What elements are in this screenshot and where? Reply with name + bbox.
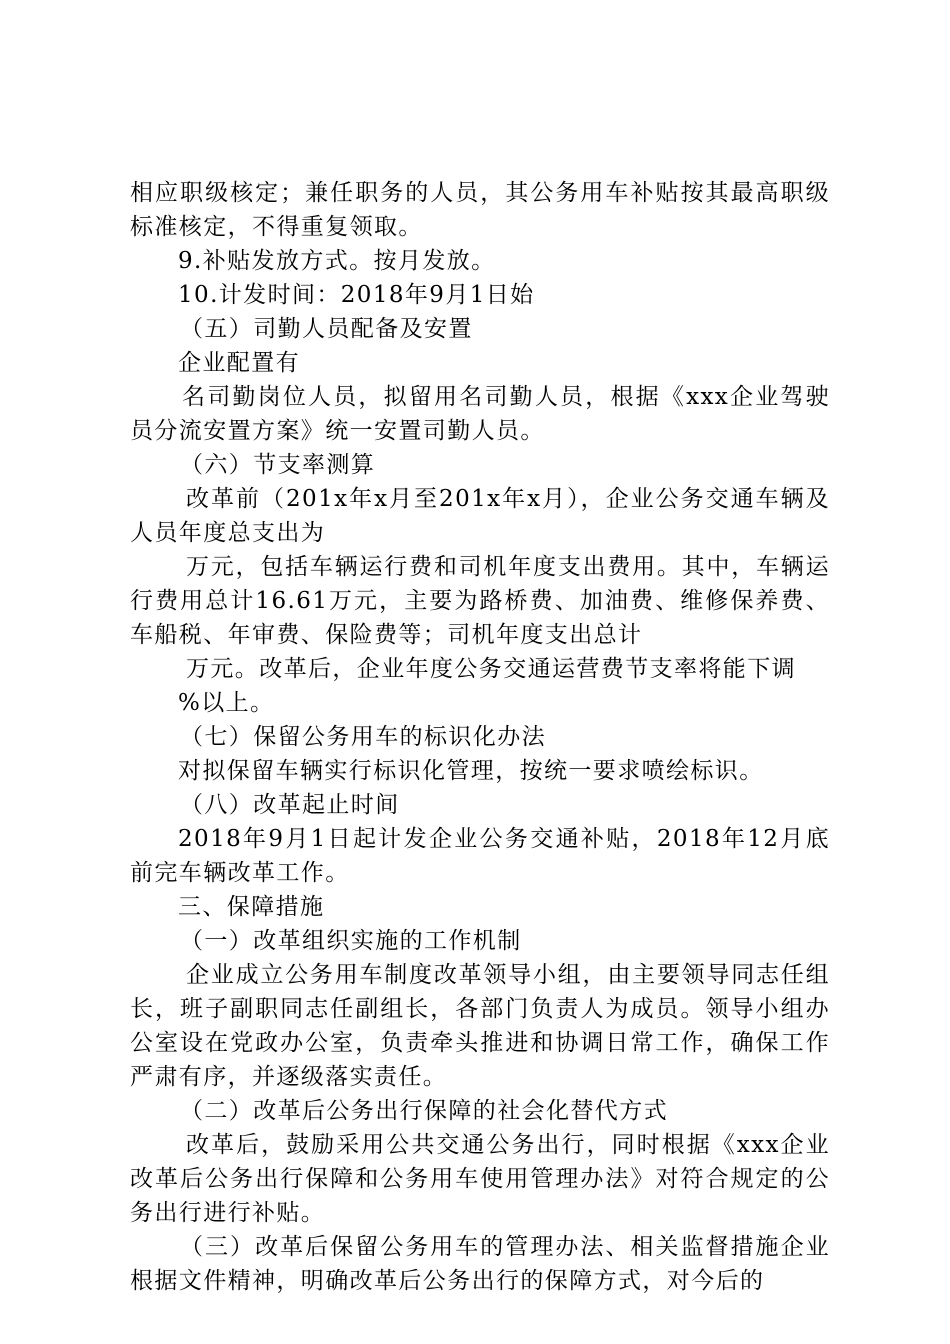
section-heading-7: （七）保留公务用车的标识化办法: [180, 724, 546, 750]
document-body: [130, 176, 830, 1298]
chapter-heading-3: 三、保障措施: [178, 894, 325, 920]
paragraph-15: 2018年9月1日起计发企业公务交通补贴，2018年12月底前完车辆改革工作。: [130, 826, 830, 886]
section-heading-6: （六）节支率测算: [180, 452, 376, 478]
paragraph-1: 相应职级核定；兼任职务的人员，其公务用车补贴按其最高职级标准核定，不得重复领取。: [130, 180, 830, 240]
paragraph-18: 企业成立公务用车制度改革领导小组，由主要领导同志任组长，班子副职同志任副组长，各部门负责人为成员。领导小组办公室设在党政办公室，负责牵头推进和协调日常工作，确保工作严肃有序，并逐级落实责任。: [130, 962, 830, 1090]
paragraph-9: 万元，包括车辆运行费和司机年度支出费用。其中，车辆运行费用总计16.61万元，主要为路桥费、加油费、维修保养费、车船税、年审费、保险费等；司机年度支出总计: [130, 554, 830, 648]
section-heading-8: （八）改革起止时间: [180, 792, 400, 818]
paragraph-2: 9.补贴发放方式。按月发放。: [178, 248, 496, 274]
paragraph-6: 名司勤岗位人员，拟留用名司勤人员，根据《xxx企业驾驶员分流安置方案》统一安置司勤人员。: [130, 384, 830, 444]
section-heading-1: （一）改革组织实施的工作机制: [180, 928, 522, 954]
paragraph-20: 改革后，鼓励采用公共交通公务出行，同时根据《xxx企业改革后公务出行保障和公务用车使用管理办法》对符合规定的公务出行进行补贴。: [130, 1132, 830, 1226]
paragraph-10: 万元。改革后，企业年度公务交通运营费节支率将能下调: [186, 656, 796, 682]
section-heading-5: （五）司勤人员配备及安置: [180, 316, 473, 342]
paragraph-5: 企业配置有: [178, 350, 300, 376]
paragraph-13: 对拟保留车辆实行标识化管理，按统一要求喷绘标识。: [178, 758, 764, 784]
paragraph-11: %以上。: [178, 690, 275, 716]
section-heading-2: （二）改革后公务出行保障的社会化替代方式: [180, 1098, 668, 1124]
section-heading-3: （三）改革后保留公务用车的管理办法、相关监督措施企业根据文件精神，明确改革后公务出行的保障方式，对今后的: [130, 1234, 830, 1294]
paragraph-3: 10.计发时间：2018年9月1日始: [178, 282, 535, 308]
paragraph-8: 改革前（201x年x月至201x年x月），企业公务交通车辆及人员年度总支出为: [130, 486, 830, 546]
